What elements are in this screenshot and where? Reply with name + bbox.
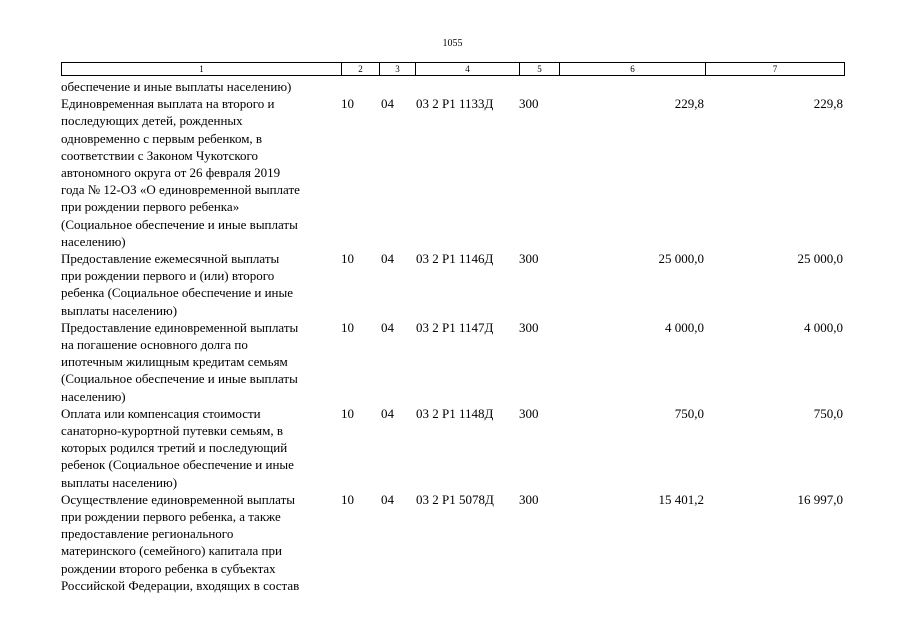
description-line: при рождении первого и (или) второго <box>61 268 275 284</box>
description-line: года № 12-ОЗ «О единовременной выплате <box>61 182 300 198</box>
description-line: последующих детей, рожденных <box>61 113 243 129</box>
table-row <box>61 78 845 95</box>
table-row <box>61 250 845 319</box>
table-body <box>61 78 845 594</box>
page-number: 1055 <box>442 38 463 49</box>
table-row <box>61 319 845 405</box>
row-expense-type: 300 <box>519 491 539 507</box>
row-subsection-code: 04 <box>381 96 394 112</box>
row-description <box>61 250 341 319</box>
description-line: рождении второго ребенка в субъектах <box>61 560 276 576</box>
row-section-code: 10 <box>341 319 354 335</box>
row-amount-year-1: 229,8 <box>674 96 704 112</box>
description-line: которых родился третий и последующий <box>61 440 288 456</box>
row-description <box>61 95 341 250</box>
row-target-article: 03 2 Р1 1147Д <box>416 319 494 335</box>
description-line: выплаты населению) <box>61 474 178 490</box>
row-target-article: 03 2 Р1 1146Д <box>416 251 494 267</box>
description-line: (Социальное обеспечение и иные выплаты <box>61 216 298 232</box>
description-line: при рождении первого ребенка» <box>61 199 240 215</box>
header-col-5: 5 <box>520 63 560 75</box>
row-subsection-code: 04 <box>381 491 394 507</box>
header-col-1: 1 <box>62 63 342 75</box>
table-row <box>61 491 845 594</box>
description-line: (Социальное обеспечение и иные выплаты <box>61 371 298 387</box>
description-line: одновременно с первым ребенком, в <box>61 130 263 146</box>
row-expense-type: 300 <box>519 405 539 421</box>
description-line: Российской Федерации, входящих в состав <box>61 577 300 593</box>
description-line: материнского (семейного) капитала при <box>61 543 282 559</box>
row-amount-year-1: 750,0 <box>674 405 704 421</box>
description-line: предоставление регионального <box>61 526 234 542</box>
row-section-code: 10 <box>341 251 354 267</box>
description-line: ребенка (Социальное обеспечение и иные <box>61 285 294 301</box>
row-description <box>61 491 341 594</box>
row-target-article: 03 2 Р1 1148Д <box>416 405 494 421</box>
description-line: Предоставление ежемесячной выплаты <box>61 251 280 267</box>
row-target-article: 03 2 Р1 1133Д <box>416 96 494 112</box>
description-line: при рождении первого ребенка, а также <box>61 509 281 525</box>
description-line: населению) <box>61 233 126 249</box>
row-amount-year-2: 16 997,0 <box>797 491 843 507</box>
row-description <box>61 405 341 491</box>
description-line: Осуществление единовременной выплаты <box>61 491 296 507</box>
row-expense-type: 300 <box>519 96 539 112</box>
row-target-article: 03 2 Р1 5078Д <box>416 491 494 507</box>
description-line: Предоставление единовременной выплаты <box>61 319 299 335</box>
description-line: соответствии с Законом Чукотского <box>61 147 259 163</box>
row-description <box>61 319 341 405</box>
row-description <box>61 78 341 95</box>
row-amount-year-1: 4 000,0 <box>665 319 704 335</box>
header-col-2: 2 <box>342 63 380 75</box>
description-line: населению) <box>61 388 126 404</box>
row-amount-year-2: 4 000,0 <box>804 319 843 335</box>
row-subsection-code: 04 <box>381 251 394 267</box>
row-section-code: 10 <box>341 491 354 507</box>
row-section-code: 10 <box>341 405 354 421</box>
description-line: Единовременная выплата на второго и <box>61 96 275 112</box>
table-header <box>61 62 845 76</box>
header-col-3: 3 <box>380 63 416 75</box>
table-row <box>61 95 845 250</box>
row-amount-year-2: 25 000,0 <box>797 251 843 267</box>
description-line: ипотечным жилищным кредитам семьям <box>61 354 288 370</box>
description-line: на погашение основного долга по <box>61 337 248 353</box>
header-col-6: 6 <box>560 63 706 75</box>
table-row <box>61 405 845 491</box>
row-section-code: 10 <box>341 96 354 112</box>
row-amount-year-2: 750,0 <box>813 405 843 421</box>
description-line: Оплата или компенсация стоимости <box>61 405 261 421</box>
description-line: санаторно-курортной путевки семьям, в <box>61 423 283 439</box>
row-expense-type: 300 <box>519 319 539 335</box>
row-amount-year-1: 15 401,2 <box>658 491 704 507</box>
row-amount-year-2: 229,8 <box>813 96 843 112</box>
description-line: обеспечение и иные выплаты населению) <box>61 79 292 94</box>
row-expense-type: 300 <box>519 251 539 267</box>
description-line: автономного округа от 26 февраля 2019 <box>61 165 281 181</box>
row-subsection-code: 04 <box>381 319 394 335</box>
row-subsection-code: 04 <box>381 405 394 421</box>
header-col-4: 4 <box>416 63 520 75</box>
description-line: ребенок (Социальное обеспечение и иные <box>61 457 294 473</box>
description-line: выплаты населению) <box>61 302 178 318</box>
header-col-7: 7 <box>772 64 778 74</box>
row-amount-year-1: 25 000,0 <box>658 251 704 267</box>
